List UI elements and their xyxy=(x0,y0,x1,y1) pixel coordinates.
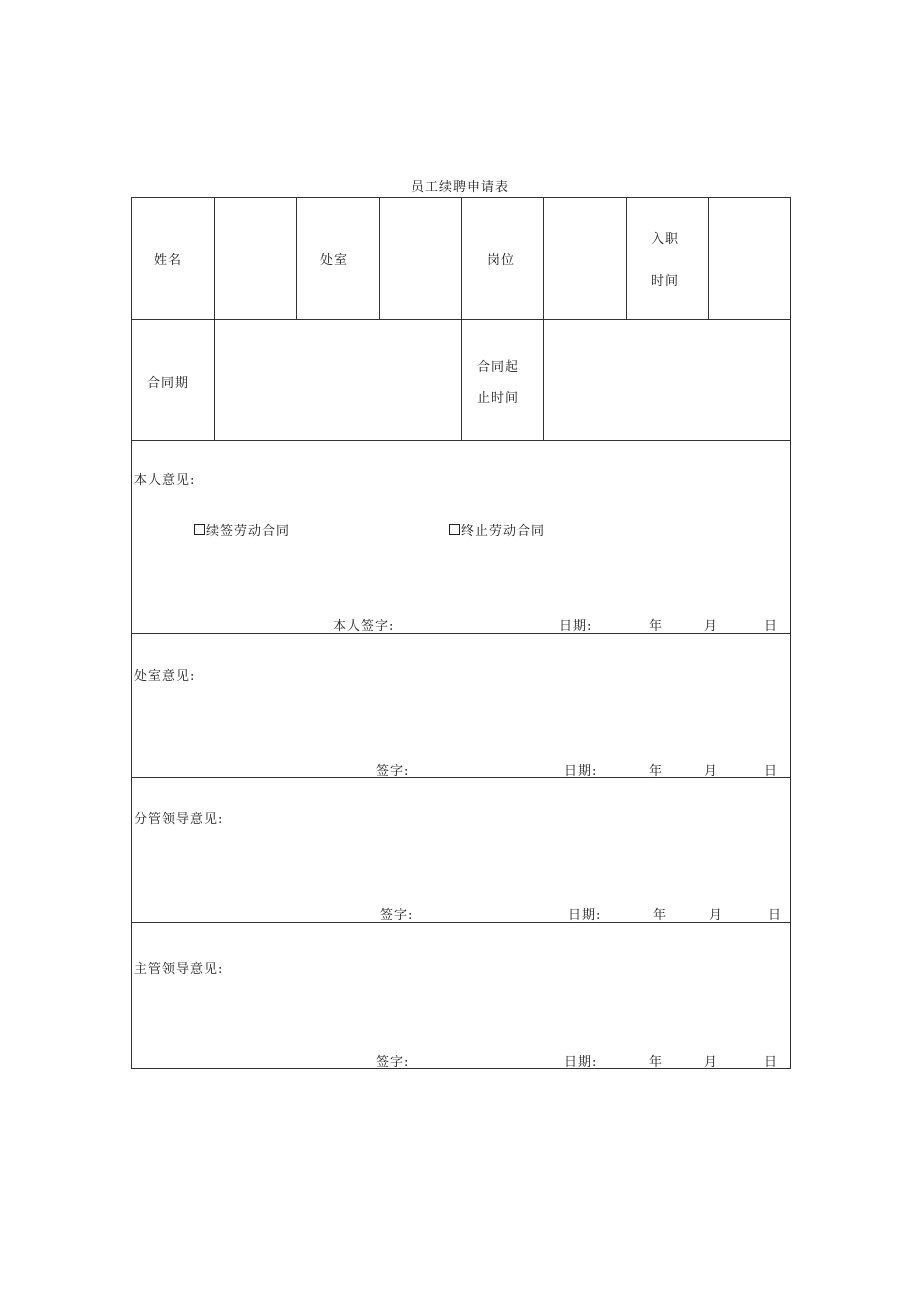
branch-year-label: 年 xyxy=(653,908,668,923)
chief-date-label: 日期: xyxy=(564,1055,598,1070)
divider xyxy=(461,198,462,319)
dept-label: 处室 xyxy=(320,253,349,268)
divider xyxy=(132,922,790,923)
contract-dates-label-line1: 合同起 xyxy=(477,360,520,375)
self-opinion-label: 本人意见: xyxy=(134,473,196,488)
name-field[interactable] xyxy=(215,199,295,318)
self-day-label: 日 xyxy=(764,619,779,634)
dept-year-label: 年 xyxy=(649,764,664,779)
chief-leader-opinion-label: 主管领导意见: xyxy=(134,962,224,977)
dept-sign-label: 签字: xyxy=(376,764,410,779)
contract-period-label: 合同期 xyxy=(147,376,190,391)
branch-date-label: 日期: xyxy=(568,908,602,923)
terminate-checkbox[interactable] xyxy=(449,524,460,535)
contract-period-field[interactable] xyxy=(215,320,460,439)
divider xyxy=(626,198,627,319)
contract-dates-field[interactable] xyxy=(544,320,789,439)
self-date-label: 日期: xyxy=(559,619,593,634)
chief-day-label: 日 xyxy=(764,1055,779,1070)
self-month-label: 月 xyxy=(704,619,719,634)
dept-day-label: 日 xyxy=(764,764,779,779)
divider xyxy=(132,777,790,778)
divider xyxy=(296,198,297,319)
renew-option-label: 续签劳动合同 xyxy=(206,524,291,539)
terminate-contract-option[interactable] xyxy=(449,520,545,539)
divider xyxy=(461,319,462,440)
divider xyxy=(132,440,790,441)
self-sign-label: 本人签字: xyxy=(333,619,395,634)
branch-day-label: 日 xyxy=(768,908,783,923)
terminate-option-label: 终止劳动合同 xyxy=(461,524,546,539)
dept-field[interactable] xyxy=(380,199,460,318)
page-title: 员工续聘申请表 xyxy=(410,180,509,195)
branch-month-label: 月 xyxy=(709,908,724,923)
position-field[interactable] xyxy=(544,199,625,318)
renew-contract-option[interactable] xyxy=(194,520,290,539)
dept-opinion-label: 处室意见: xyxy=(134,669,196,684)
dept-month-label: 月 xyxy=(704,764,719,779)
branch-sign-label: 签字: xyxy=(380,908,414,923)
divider xyxy=(132,633,790,634)
hire-date-label-line2: 时间 xyxy=(651,274,680,289)
chief-month-label: 月 xyxy=(704,1055,719,1070)
chief-year-label: 年 xyxy=(649,1055,664,1070)
name-label: 姓名 xyxy=(154,253,183,268)
hire-date-field[interactable] xyxy=(709,199,789,318)
branch-leader-opinion-label: 分管领导意见: xyxy=(134,812,224,827)
chief-sign-label: 签字: xyxy=(376,1055,410,1070)
contract-dates-label-line2: 止时间 xyxy=(477,391,520,406)
renew-checkbox[interactable] xyxy=(194,524,205,535)
self-year-label: 年 xyxy=(649,619,664,634)
dept-date-label: 日期: xyxy=(564,764,598,779)
renewal-form-table xyxy=(131,197,791,1069)
hire-date-label-line1: 入职 xyxy=(651,232,680,247)
position-label: 岗位 xyxy=(487,253,516,268)
